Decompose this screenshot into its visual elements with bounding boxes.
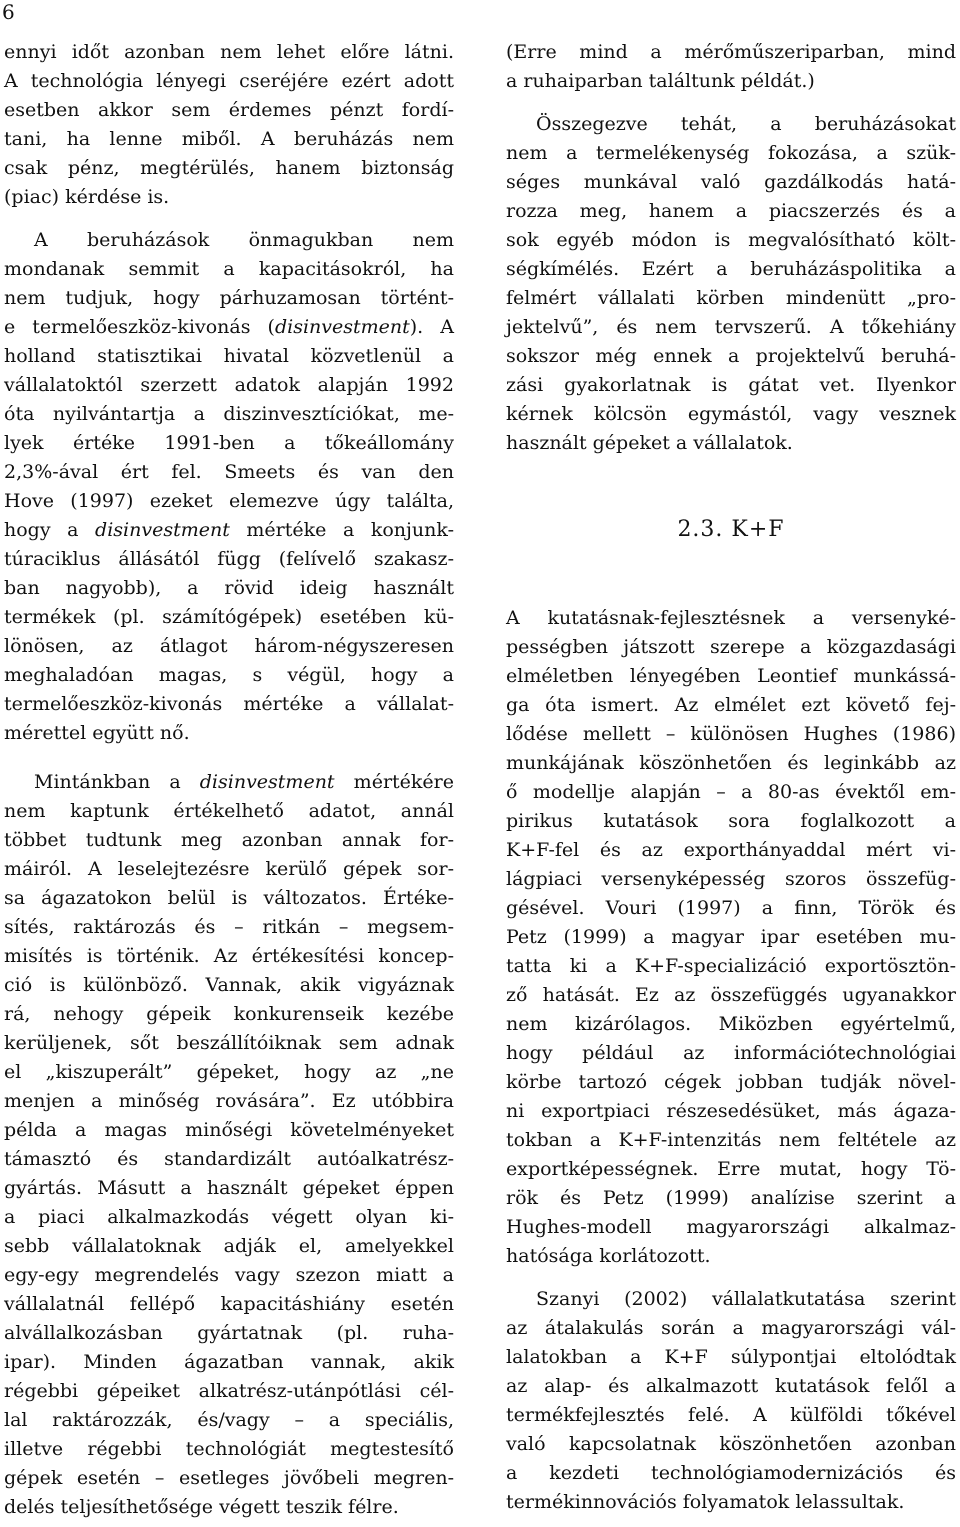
section-heading: 2.3. K+F: [677, 517, 785, 542]
text-fragment: mértéke a konjunk-: [229, 519, 454, 541]
text-line: sokszor még ennek a projektelvű beruhá-: [506, 345, 956, 367]
left-paragraph-2: [4, 226, 454, 748]
text-line: sítés, raktározás és – ritkán – megsem-: [4, 916, 454, 938]
text-line: nem kaptunk értékelhető adatot, annál: [4, 800, 454, 822]
text-line: K+F-fel és az exporthányaddal mért vi-: [506, 839, 956, 861]
text-line: régebbi gépeiket alkatrész-utánpótlási cél-: [4, 1380, 454, 1402]
italic-term: disinvestment: [95, 519, 230, 541]
text-line: ni exportpiaci részesedésüket, más ágaza-: [506, 1100, 956, 1122]
text-line: gyártás. Másutt a használt gépeket éppen: [4, 1177, 454, 1199]
text-line: gésével. Vouri (1997) a finn, Török és: [506, 897, 956, 919]
text-line: csak pénz, megtérülés, hanem biztonság: [4, 157, 454, 179]
right-paragraph-2: [506, 110, 956, 458]
text-line: hogy például az információtechnológiai: [506, 1042, 956, 1064]
text-line: ző hatását. Ez az összefüggés ugyanakkor: [506, 984, 956, 1006]
text-line: A kutatásnak-fejlesztésnek a versenyké-: [506, 607, 956, 629]
text-line: Szanyi (2002) vállalatkutatása szerint: [536, 1288, 956, 1310]
text-line: termékek (pl. számítógépek) esetében kü-: [4, 606, 454, 628]
right-column: [506, 38, 956, 1517]
right-paragraph-1: [506, 38, 956, 96]
text-line: menjen a minőség rovására”. Ez utóbbira: [4, 1090, 454, 1112]
text-line: óta nyilvántartja a diszinvesztíciókat, me-: [4, 403, 454, 425]
text-line: körbe tartozó cégek jobban tudják növel-: [506, 1071, 956, 1093]
text-line: jektelvű”, és nem tervszerű. A tőkehiány: [506, 316, 956, 338]
text-line: (Erre mind a mérőműszeriparban, mind: [506, 41, 956, 63]
text-line: vállalatoktól szerzett adatok alapján 1992: [4, 374, 454, 396]
text-line: a kezdeti technológiamodernizációs és: [506, 1462, 956, 1484]
text-line: rá, nehogy gépeik konkurenseik kezébe: [4, 1003, 454, 1025]
text-line: nem tudjuk, hogy párhuzamosan történt-: [4, 287, 454, 309]
text-fragment: ). A: [409, 316, 454, 338]
text-line: ban nagyobb), a rövid ideig használt: [4, 577, 454, 599]
text-line: illetve régebbi technológiát megtestesítő: [4, 1438, 454, 1460]
text-line: Hughes-modell magyarországi alkalmaz-: [506, 1216, 956, 1238]
italic-term: disinvestment: [199, 771, 335, 793]
text-line: lyek értéke 1991-ben a tőkeállomány: [4, 432, 454, 454]
right-paragraph-4: [506, 1285, 956, 1517]
text-line: misítés is történik. Az értékesítési koncep-: [4, 945, 454, 967]
text-line: rozza meg, hanem a piacszerzés és a: [506, 200, 956, 222]
text-line: támasztó és standardizált autóalkatrész-: [4, 1148, 454, 1170]
text-line: séges munkával való gazdálkodás hatá-: [506, 171, 956, 193]
text-line: ő modellje alapján – a 80-as évektől em-: [506, 781, 956, 803]
text-line: lönösen, az átlagot három-négyszeresen: [4, 635, 454, 657]
text-line: rök és Petz (1999) analízise szerint a: [506, 1187, 956, 1209]
text-line: lődése mellett – különösen Hughes (1986): [506, 723, 956, 745]
text-line: A technológia lényegi cseréjére ezért adott: [4, 70, 454, 92]
text-line: túraciklus állásától függ (felívelő szakasz-: [4, 548, 454, 570]
text-line: ció is különböző. Vannak, akik vigyáznak: [4, 974, 454, 996]
text-line: máiról. A leselejtezésre kerülő gépek sor-: [4, 858, 454, 880]
text-line: el „kiszuperált” gépeket, hogy az „ne: [4, 1061, 454, 1083]
text-line: exportképességnek. Erre mutat, hogy Tö-: [506, 1158, 956, 1180]
text-line: a piaci alkalmazkodás végett olyan ki-: [4, 1206, 454, 1228]
text-line: alvállalkozásban gyártatnak (pl. ruha-: [4, 1322, 454, 1344]
text-line: termékinnovációs folyamatok lelassultak.: [506, 1491, 905, 1513]
text-line: ipar). Minden ágazatban vannak, akik: [4, 1351, 454, 1373]
text-line: tokban a K+F-intenzitás nem feltétele az: [506, 1129, 956, 1151]
text-line: sok egyéb módon is megvalósítható költ-: [506, 229, 956, 251]
left-paragraph-1: [4, 38, 454, 212]
text-line: (piac) kérdése is.: [4, 186, 170, 208]
text-line: Hove (1997) ezeket elemezve úgy találta,: [4, 490, 454, 512]
text-line: mérettel együtt nő.: [4, 722, 190, 744]
text-line: való kapcsolatnak köszönhetően azonban: [506, 1433, 956, 1455]
text-line: kerüljenek, sőt beszállítóiknak sem adnak: [4, 1032, 454, 1054]
text-line: meghaladóan magas, s végül, hogy a: [4, 664, 454, 686]
text-line: delés teljesíthetősége végett teszik félre.: [4, 1496, 399, 1518]
italic-term: disinvestment: [274, 316, 410, 338]
text-line: lal raktározzák, és/vagy – a speciális,: [4, 1409, 454, 1431]
text-fragment: hogy a: [4, 519, 96, 541]
text-line: ga óta ismert. Az elmélet ezt követő fej-: [506, 694, 956, 716]
text-line: mondanak semmit a kapacitásokról, ha: [4, 258, 454, 280]
text-line: Petz (1999) a magyar ipar esetében mu-: [506, 926, 956, 948]
text-line: A beruházások önmagukban nem: [34, 229, 454, 251]
text-line: elméletben lényegében Leontief munkássá-: [506, 665, 956, 687]
text-line: 2,3%-ával ért fel. Smeets és van den: [4, 461, 454, 483]
text-line: [4, 313, 454, 342]
text-line: zási gyakorlatnak is gátat vet. Ilyenkor: [506, 374, 956, 396]
text-fragment: Mintánkban a: [34, 771, 200, 793]
text-line: termékfejlesztés felé. A külföldi tőkével: [506, 1404, 956, 1426]
text-line: esetben akkor sem érdemes pénzt fordí-: [4, 99, 454, 121]
text-line: pirikus kutatások sora foglalkozott a: [506, 810, 956, 832]
text-line: a ruhaiparban találtunk példát.): [506, 70, 815, 92]
text-line: vállalatnál fellépő kapacitáshiány esetén: [4, 1293, 454, 1315]
right-paragraph-3: [506, 604, 956, 1271]
text-line: pességben játszott szerepe a közgazdasági: [506, 636, 956, 658]
text-line: ennyi időt azonban nem lehet előre látni.: [4, 41, 454, 63]
text-line: termelőeszköz-kivonás mértéke a vállalat-: [4, 693, 454, 715]
text-line: tani, ha lenne miből. A beruházás nem: [4, 128, 454, 150]
text-line: tatta ki a K+F-specializáció exportösztön-: [506, 955, 956, 977]
text-line: gépek esetén – esetleges jövőbeli megren-: [4, 1467, 454, 1489]
left-paragraph-3: [4, 768, 454, 1522]
text-line: az átalakulás során a magyarországi vál-: [506, 1317, 956, 1339]
text-line: sebb vállalatoknak adják el, amelyekkel: [4, 1235, 454, 1257]
text-line: egy-egy megrendelés vagy szezon miatt a: [4, 1264, 454, 1286]
text-line: az alap- és alkalmazott kutatások felől a: [506, 1375, 956, 1397]
text-line: Összegezve tehát, a beruházásokat: [536, 113, 956, 135]
left-column: [4, 38, 454, 1522]
text-line: példa a magas minőségi követelményeket: [4, 1119, 454, 1141]
page-number: 6: [2, 0, 15, 24]
text-line: [4, 768, 454, 797]
text-line: lalatokban a K+F súlypontjai eltolódtak: [506, 1346, 956, 1368]
text-line: ségkímélés. Ezért a beruházáspolitika a: [506, 258, 956, 280]
text-line: hatósága korlátozott.: [506, 1245, 711, 1267]
text-line: holland statisztikai hivatal közvetlenül a: [4, 345, 454, 367]
text-line: nem a termelékenység fokozása, a szük-: [506, 142, 956, 164]
text-fragment: mértékére: [334, 771, 454, 793]
text-line: munkájának köszönhetően és leginkább az: [506, 752, 956, 774]
text-line: kérnek kölcsön egymástól, vagy vesznek: [506, 403, 956, 425]
text-line: nem kizárólagos. Miközben egyértelmű,: [506, 1013, 956, 1035]
text-line: többet tudtunk meg azonban annak for-: [4, 829, 454, 851]
text-line: használt gépeket a vállalatok.: [506, 432, 793, 454]
text-line: sa ágazatokon belül is változatos. Értéke-: [4, 887, 454, 909]
text-line: felmért vállalati körben mindenütt „pro-: [506, 287, 956, 309]
text-line: [4, 516, 454, 545]
text-line: lágpiaci versenyképesség szoros összefüg-: [506, 868, 956, 890]
text-fragment: e termelőeszköz-kivonás (: [4, 316, 275, 338]
